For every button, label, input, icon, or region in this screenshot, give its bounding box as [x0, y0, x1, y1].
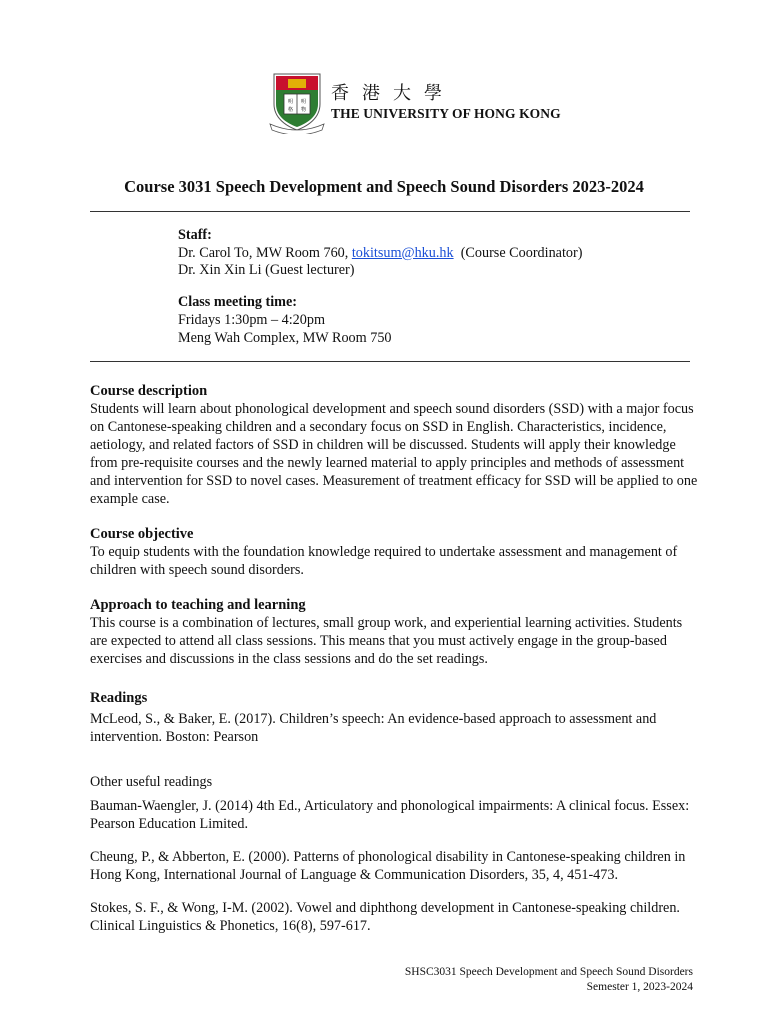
- course-objective-section: [90, 525, 700, 579]
- reference-item: Stokes, S. F., & Wong, I-M. (2002). Vowel and diphthong development in Cantonese-speaking children. Clinical Linguistics & Phonetics, 16(8), 597-617.: [90, 900, 680, 934]
- university-name-chinese: 香港大學: [331, 83, 455, 104]
- page-footer: [405, 965, 693, 995]
- university-name-english: THE UNIVERSITY OF HONG KONG: [331, 106, 561, 121]
- divider: [90, 211, 690, 212]
- staff-coordinator-role: (Course Coordinator): [453, 244, 583, 261]
- svg-text:物: 物: [300, 107, 307, 113]
- staff-heading: Staff:: [178, 227, 212, 243]
- staff-line-coordinator: [178, 245, 582, 263]
- svg-text:明: 明: [300, 99, 307, 105]
- svg-text:格: 格: [287, 107, 294, 113]
- staff-line-guest: Dr. Xin Xin Li (Guest lecturer): [178, 262, 355, 278]
- staff-coordinator-text: Dr. Carol To, MW Room 760,: [178, 244, 352, 261]
- course-title: Course 3031 Speech Development and Speech Sound Disorders 2023-2024: [124, 177, 644, 196]
- section-body: To equip students with the foundation knowledge required to undertake assessment and management of children with speech sound disorders.: [90, 544, 678, 578]
- section-body: Students will learn about phonological development and speech sound disorders (SSD) with a major focus on Cantonese-speaking children and a secondary focus on SSD in English. Characteristics, incidence, aetiology, and related factors of SSD in children will be discussed. Students will apply their knowledge from pre-requisite courses and the newly learned material to apply principles and methods of assessment and intervention for SSD to novel cases. Measurement of treatment efficacy for SSD will be applied to one example case.: [90, 401, 698, 507]
- reading-main: McLeod, S., & Baker, E. (2017). Children’s speech: An evidence-based approach to assessment and intervention. Boston: Pearson: [90, 711, 657, 745]
- other-readings-heading: Other useful readings: [90, 774, 213, 790]
- section-heading: Readings: [90, 690, 148, 706]
- course-description-section: [90, 382, 700, 508]
- footer-course: SHSC3031 Speech Development and Speech Sound Disorders: [404, 966, 693, 978]
- meeting-heading: Class meeting time:: [178, 294, 297, 310]
- other-readings-section: [90, 773, 700, 935]
- approach-section: [90, 596, 700, 668]
- coordinator-email-link[interactable]: tokitsum@hku.hk: [351, 244, 454, 261]
- reference-item: Bauman-Waengler, J. (2014) 4th Ed., Articulatory and phonological impairments: A clinical focus. Essex: Pearson Education Limited.: [90, 798, 690, 832]
- hku-crest-icon: [268, 70, 326, 134]
- footer-semester: Semester 1, 2023-2024: [586, 981, 693, 993]
- section-heading: Approach to teaching and learning: [90, 597, 306, 613]
- section-heading: Course objective: [90, 526, 194, 542]
- meeting-block: [178, 293, 392, 347]
- meeting-location: Meng Wah Complex, MW Room 750: [178, 330, 392, 346]
- section-heading: Course description: [90, 383, 208, 399]
- svg-text:明: 明: [287, 99, 294, 105]
- meeting-time: Fridays 1:30pm – 4:20pm: [178, 312, 326, 328]
- section-body: This course is a combination of lectures, small group work, and experiential learning activities. Students are expected to attend all class sessions. This means that you must actively engage in the group-based exercises and discussions in the class sessions and do the set readings.: [90, 615, 683, 667]
- staff-block: [178, 227, 582, 280]
- readings-section: [90, 689, 700, 746]
- reference-item: Cheung, P., & Abberton, E. (2000). Patterns of phonological disability in Cantonese-speaking children in Hong Kong, International Journal of Language & Communication Disorders, 35, 4, 451-473.: [90, 849, 686, 883]
- divider: [90, 361, 690, 362]
